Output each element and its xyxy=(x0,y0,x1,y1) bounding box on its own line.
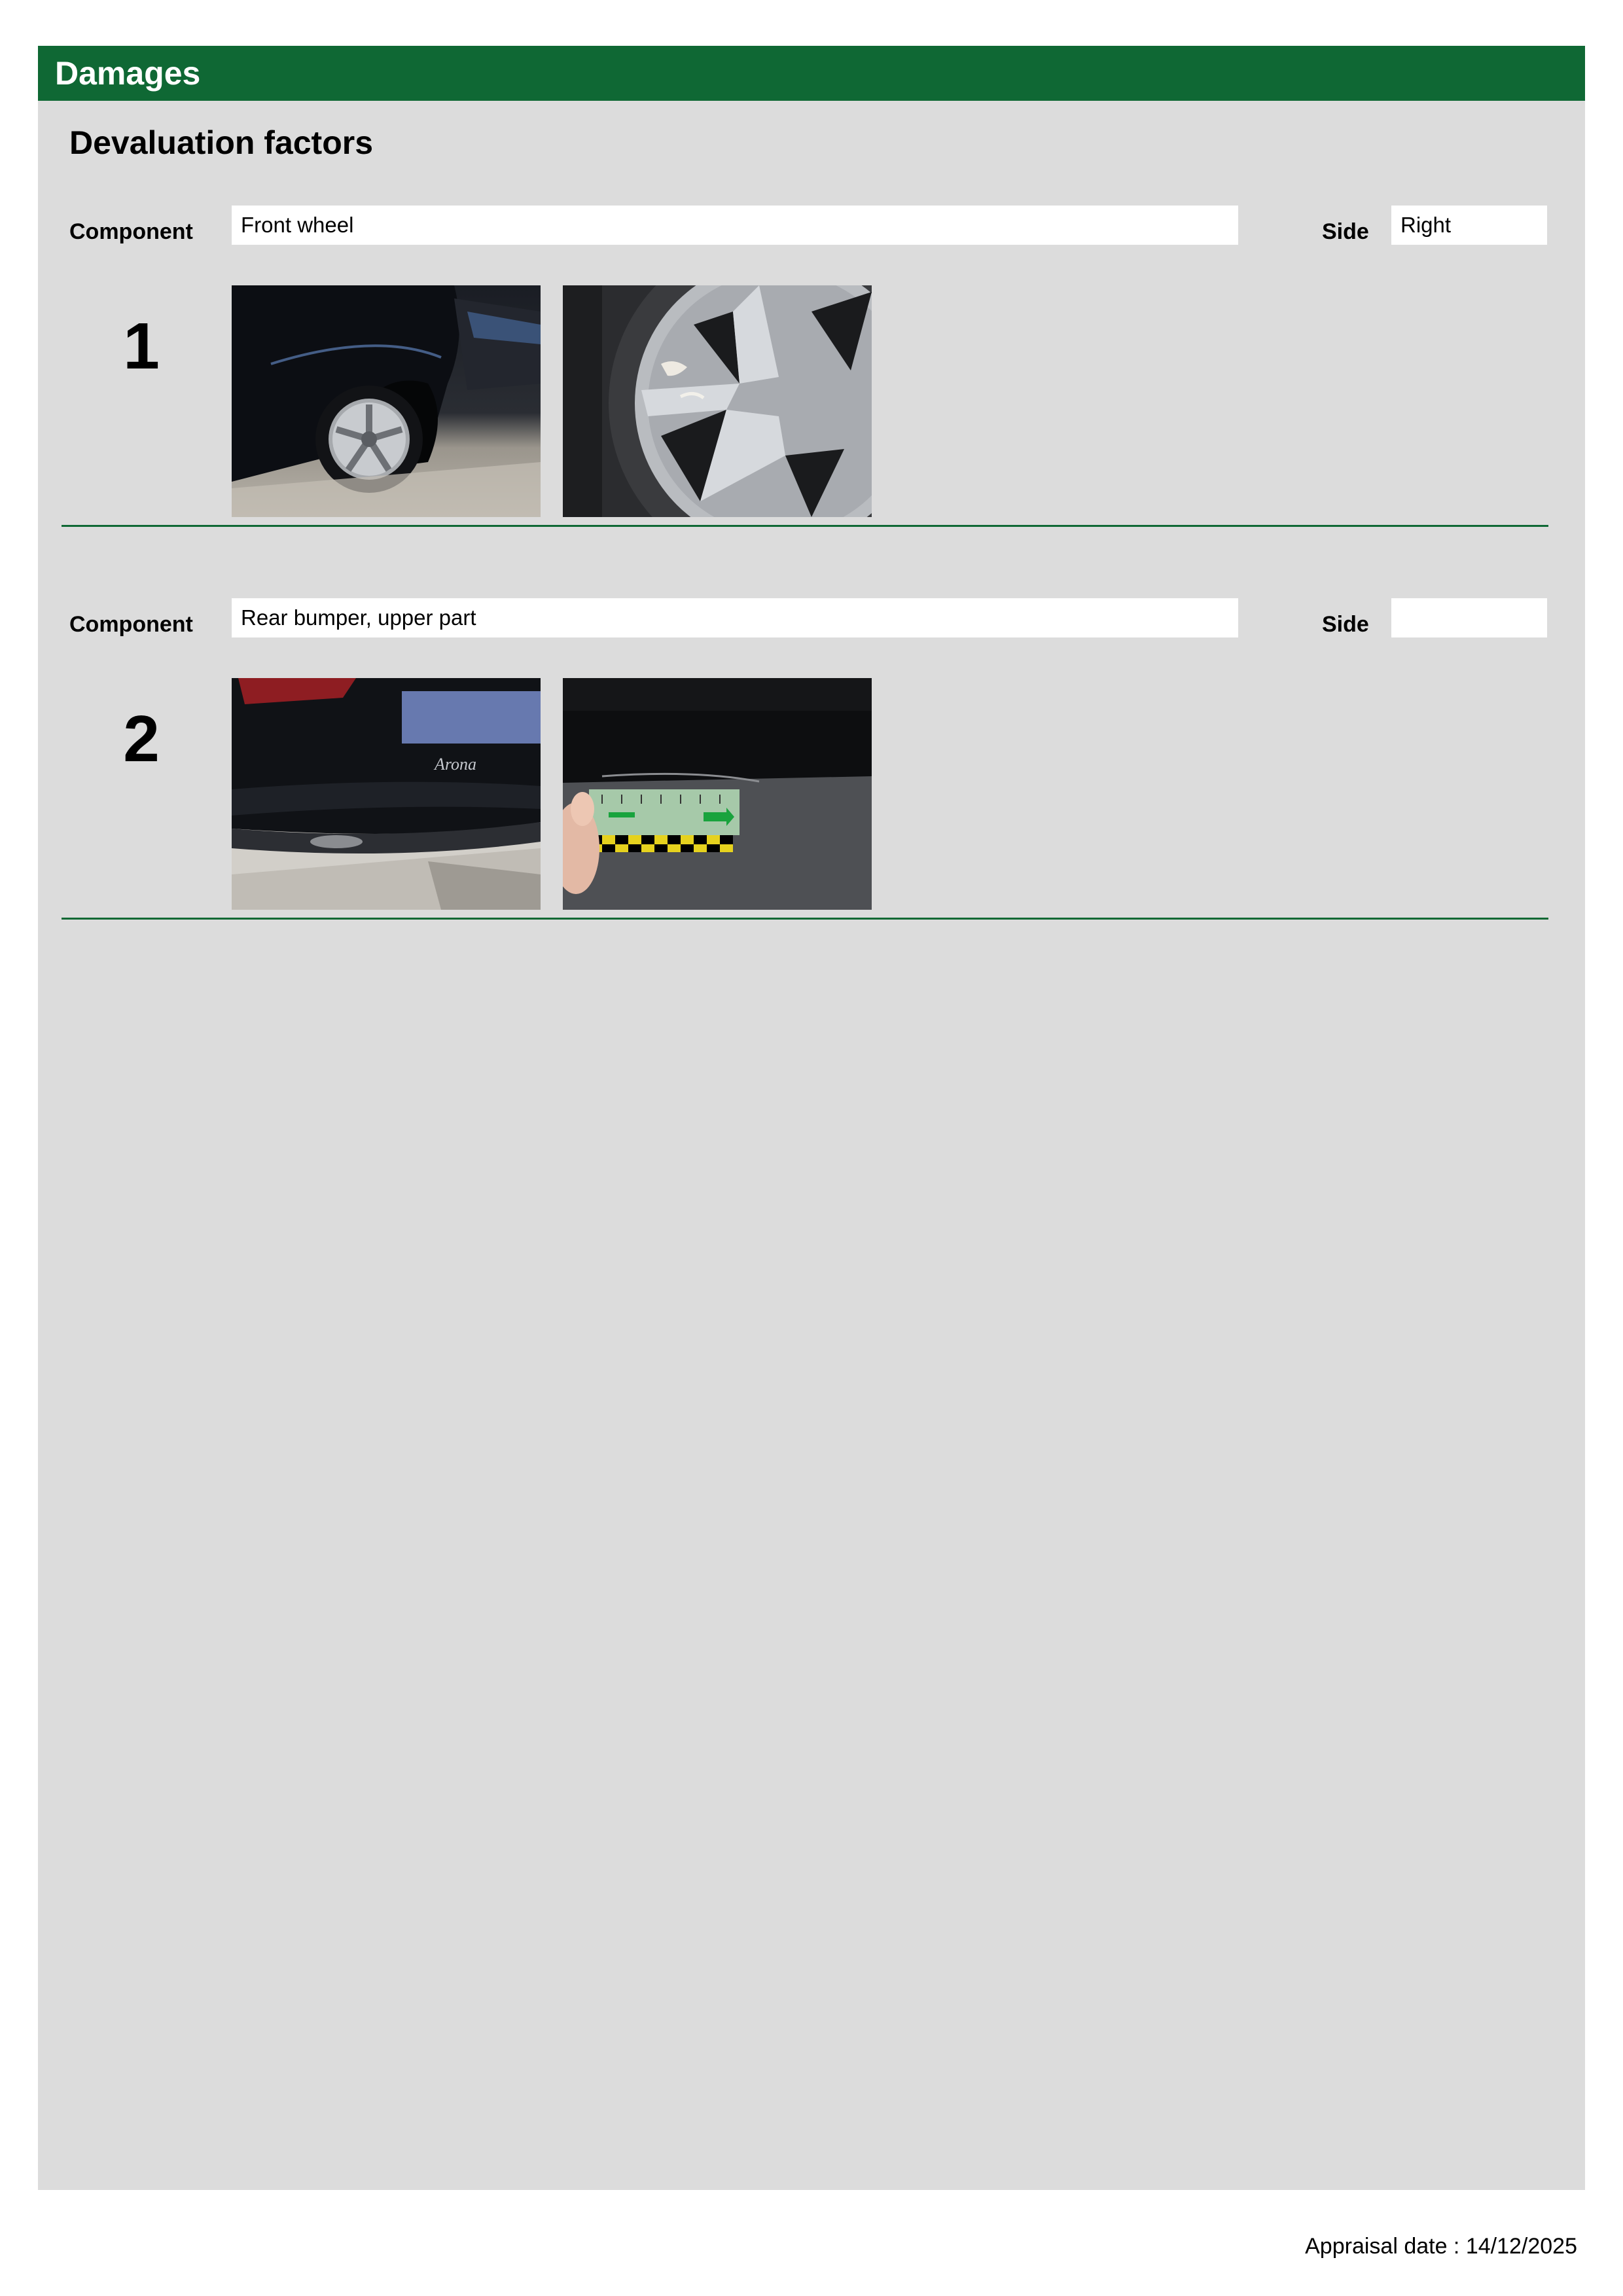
section-header: Damages xyxy=(38,46,1585,101)
entry-divider xyxy=(62,918,1548,920)
rear-bumper-scratch-ruler-photo[interactable] xyxy=(563,678,872,910)
front-wheel-overview-photo[interactable] xyxy=(232,285,541,517)
damages-panel xyxy=(38,46,1585,2190)
component-label: Component xyxy=(69,612,193,637)
component-field: Front wheel xyxy=(232,206,1238,245)
damage-number: 1 xyxy=(123,310,160,383)
component-field: Rear bumper, upper part xyxy=(232,598,1238,637)
damage-entry-1 xyxy=(38,190,1585,537)
side-label: Side xyxy=(1322,219,1369,244)
side-field: Right xyxy=(1391,206,1547,245)
car-model-badge: Arona xyxy=(435,755,477,774)
entry-divider xyxy=(62,525,1548,527)
damage-entry-2 xyxy=(38,583,1585,929)
damage-number: 2 xyxy=(123,702,160,776)
rear-bumper-overview-photo[interactable] xyxy=(232,678,541,910)
appraisal-date: Appraisal date : 14/12/2025 xyxy=(1305,2234,1577,2259)
front-wheel-rim-scratch-photo[interactable] xyxy=(563,285,872,517)
side-label: Side xyxy=(1322,612,1369,637)
devaluation-factors-title: Devaluation factors xyxy=(69,124,374,161)
component-label: Component xyxy=(69,219,193,244)
side-field xyxy=(1391,598,1547,637)
